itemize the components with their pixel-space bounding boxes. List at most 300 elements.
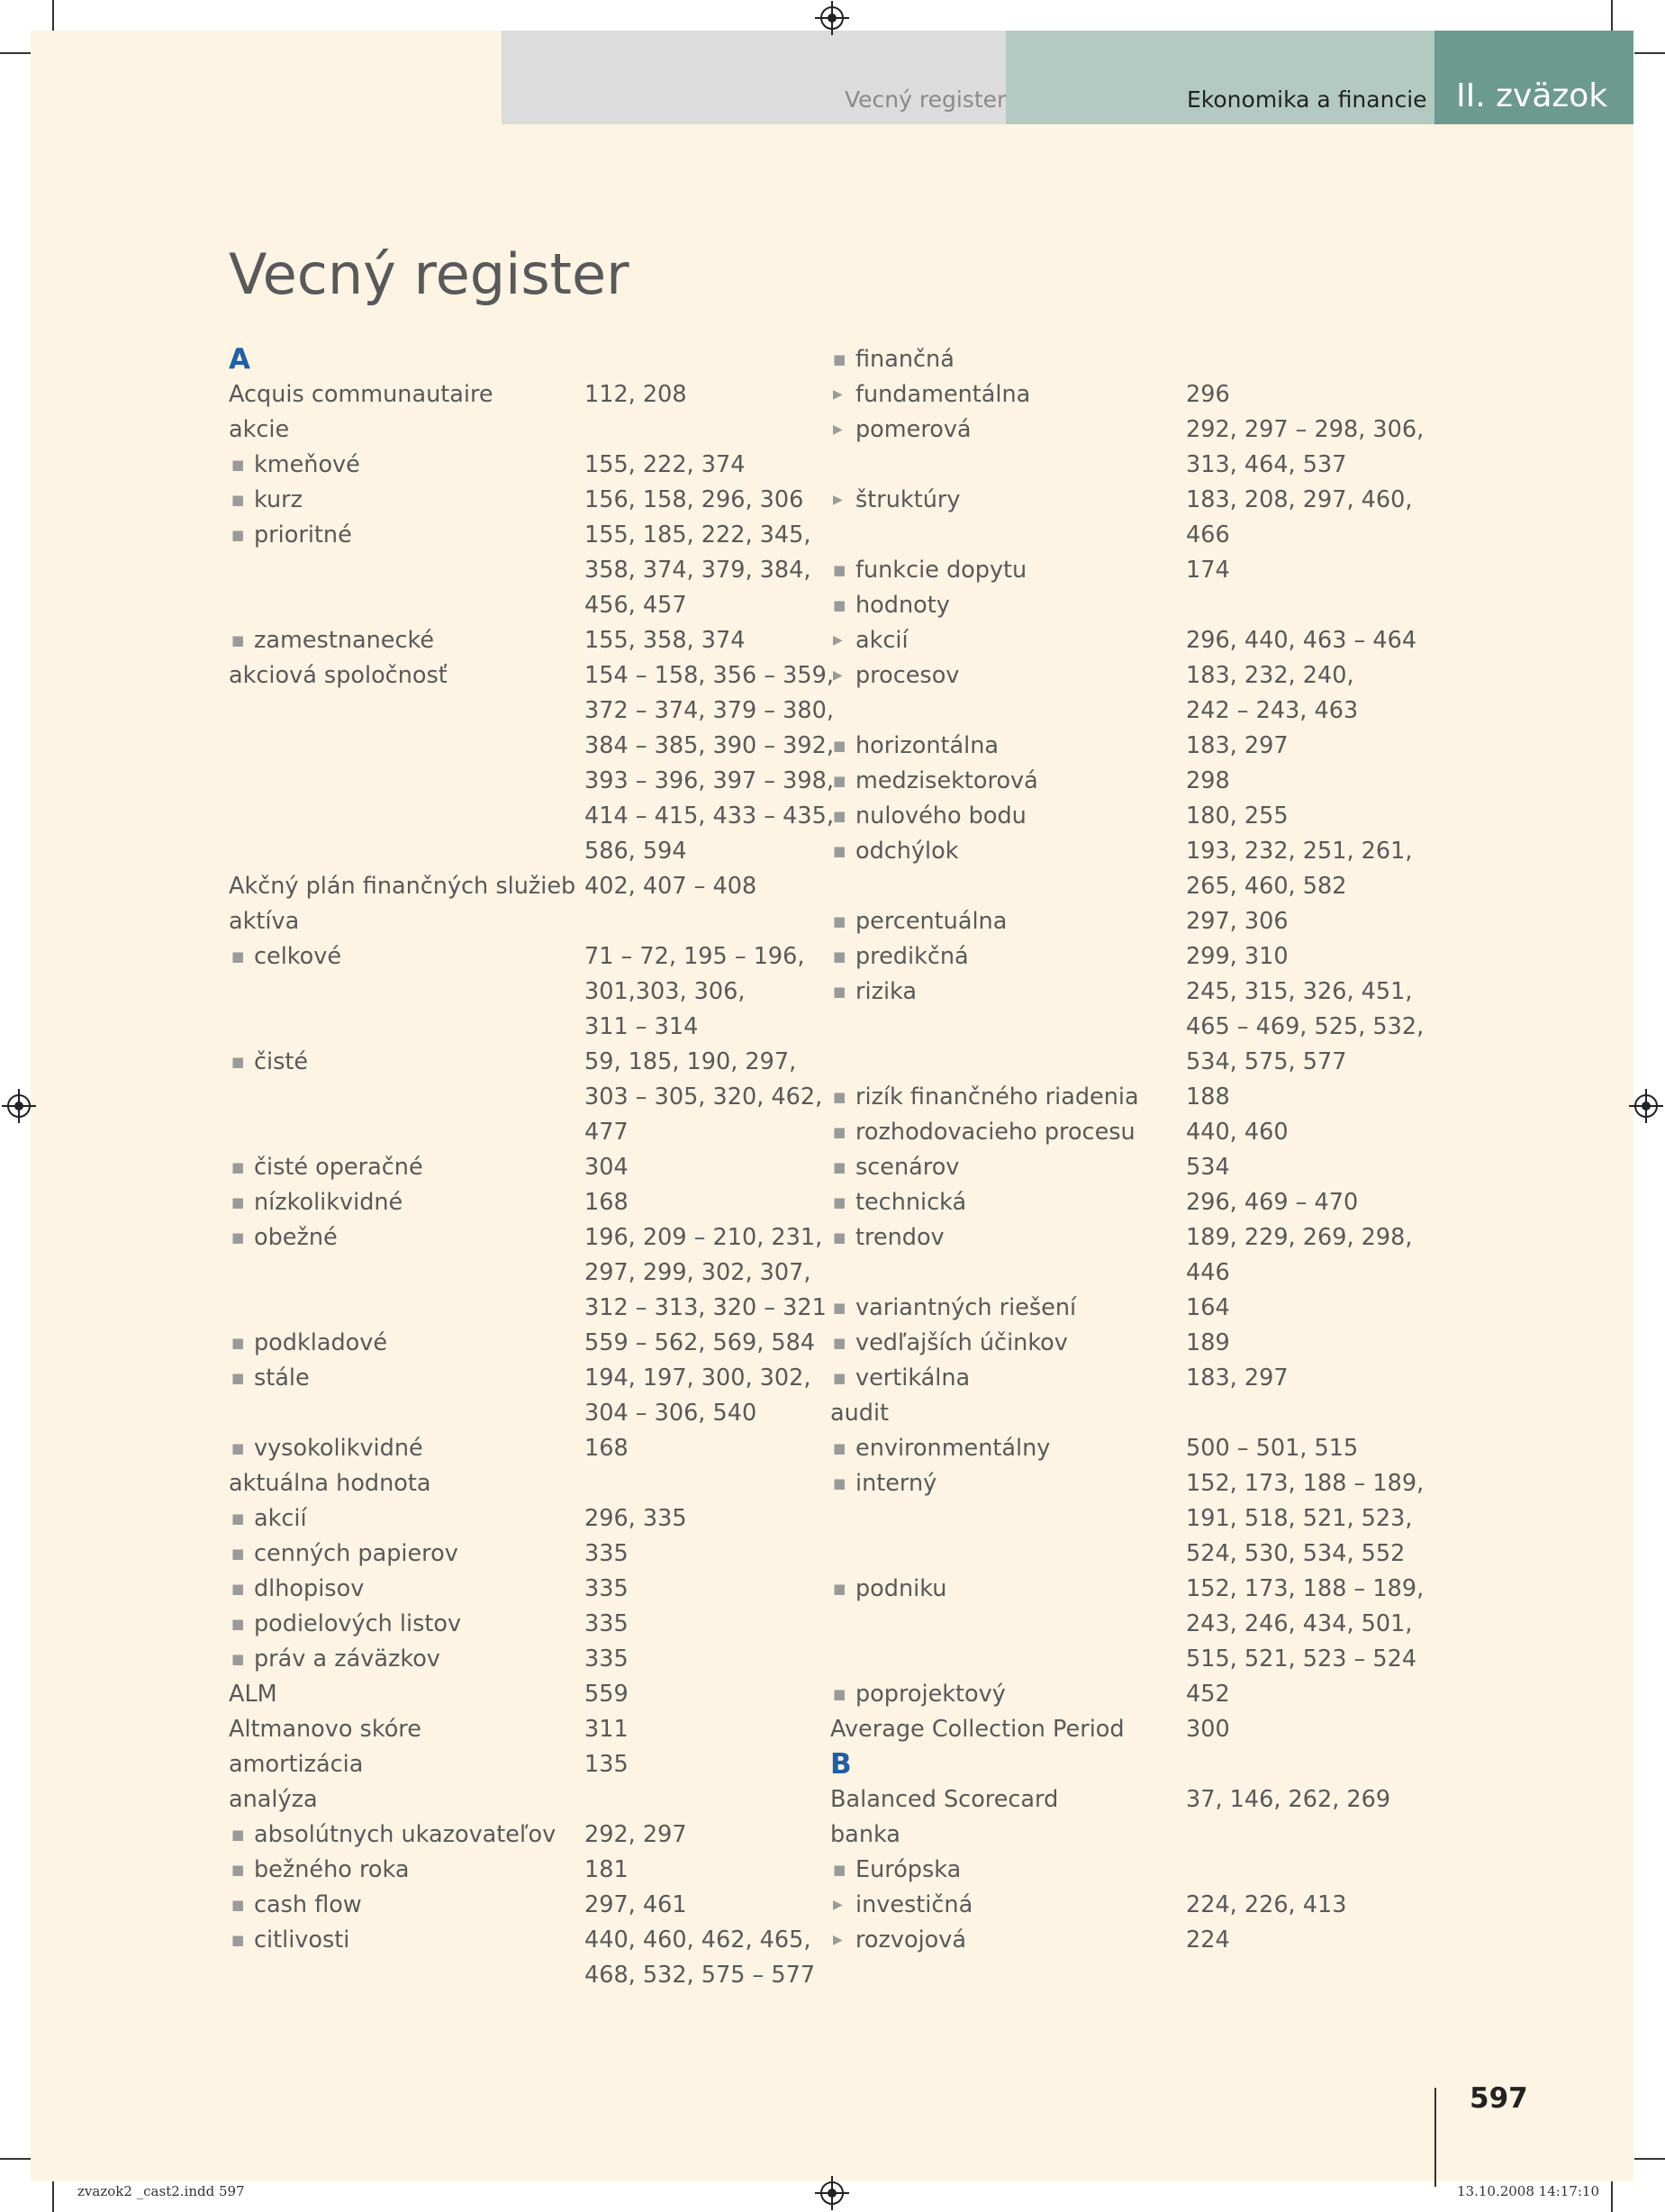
page-ref-line: 524, 530, 534, 552: [1186, 1540, 1406, 1567]
square-bullet-icon: ■: [231, 1159, 245, 1175]
page-ref-line: 37, 146, 262, 269: [1186, 1786, 1391, 1813]
index-term: [229, 1853, 584, 1888]
page-ref-line: 155, 185, 222, 345,: [584, 521, 811, 548]
square-bullet-icon: ■: [231, 1054, 245, 1070]
page-ref-line: 71 – 72, 195 – 196,: [584, 943, 805, 970]
page-ref-line: 196, 209 – 210, 231,: [584, 1224, 823, 1251]
index-term: [830, 658, 1186, 729]
index-term: [830, 1782, 1186, 1818]
index-page-refs: [1186, 1712, 1230, 1747]
index-page-refs: [584, 869, 756, 904]
index-term-text: nulového bodu: [855, 802, 1027, 830]
page-ref-line: 152, 173, 188 – 189,: [1186, 1470, 1425, 1497]
page-ref-line: 155, 222, 374: [584, 451, 746, 478]
index-term-text: pomerová: [855, 416, 972, 443]
index-term: [229, 1712, 584, 1747]
index-entry: [830, 764, 1425, 799]
page-ref-line: 393 – 396, 397 – 398,: [584, 767, 834, 794]
index-page-refs: [584, 1818, 687, 1853]
page-ref-line: 301,303, 306,: [584, 978, 746, 1005]
index-letter-heading: A: [229, 343, 250, 376]
index-term-text: banka: [830, 1821, 900, 1848]
index-term: [830, 1115, 1186, 1150]
index-column-left: [229, 342, 834, 1993]
page-ref-line: 335: [584, 1540, 629, 1567]
page-ref-line: 135: [584, 1751, 629, 1778]
page-ref-line: 304 – 306, 540: [584, 1400, 757, 1427]
page-ref-line: 193, 232, 251, 261,: [1186, 838, 1413, 865]
index-entry: [830, 904, 1425, 939]
index-term: [229, 412, 584, 448]
page-ref-line: 452: [1186, 1681, 1230, 1708]
index-term-text: rozhodovacieho procesu: [855, 1119, 1136, 1146]
index-entry: [229, 1677, 823, 1712]
index-term-text: amortizácia: [229, 1751, 364, 1778]
index-term: [229, 1888, 584, 1923]
index-entry: [830, 1396, 1425, 1431]
index-page-refs: [584, 518, 810, 623]
index-term-text: obežné: [254, 1224, 338, 1251]
header-book-label: Ekonomika a financie: [1187, 86, 1427, 113]
index-term: [830, 1150, 1186, 1185]
page-ref-line: 358, 374, 379, 384,: [584, 557, 811, 584]
index-entry: [229, 483, 823, 518]
triangle-bullet-icon: ▶: [833, 668, 843, 683]
index-term: [229, 869, 584, 904]
index-page-refs: [584, 1677, 629, 1712]
index-page-refs: [584, 1888, 687, 1923]
registration-mark-icon: [820, 2181, 844, 2205]
square-bullet-icon: ■: [231, 457, 245, 473]
square-bullet-icon: ■: [231, 1440, 245, 1456]
page-ref-line: 311: [584, 1716, 629, 1743]
crop-mark: [52, 0, 54, 31]
page-ref-line: 243, 246, 434, 501,: [1186, 1610, 1413, 1637]
index-term: [830, 1853, 1186, 1888]
square-bullet-icon: ■: [833, 1686, 846, 1702]
index-page-refs: [584, 1220, 827, 1326]
index-term-text: citlivosti: [254, 1926, 350, 1954]
index-page-refs: [1186, 1291, 1230, 1326]
index-entry: [229, 1431, 823, 1466]
index-entry: [229, 1185, 823, 1220]
index-entry: [830, 1818, 1425, 1853]
index-term: [229, 1923, 584, 1993]
registration-mark-icon: [7, 1094, 31, 1118]
index-term: [830, 588, 1186, 623]
index-page-refs: [584, 1431, 629, 1466]
index-term-text: Akčný plán finančných služieb: [229, 873, 576, 900]
index-term-text: procesov: [855, 662, 960, 689]
page-ref-line: 174: [1186, 557, 1230, 584]
index-page-refs: [1186, 1185, 1358, 1220]
index-entry: [229, 1853, 823, 1888]
index-page-refs: [1186, 1150, 1230, 1185]
index-page-refs: [1186, 553, 1230, 588]
index-term-text: finančná: [855, 346, 955, 373]
registration-mark-icon: [1634, 1094, 1658, 1118]
index-entry: [830, 1712, 1425, 1747]
index-term-text: variantných riešení: [855, 1294, 1077, 1321]
index-term: [229, 483, 584, 518]
index-term: [830, 1361, 1186, 1396]
page-ref-line: 515, 521, 523 – 524: [1186, 1645, 1417, 1673]
index-term: [229, 518, 584, 623]
slug-file: zvazok2 _cast2.indd 597: [77, 2183, 245, 2199]
index-term: [830, 904, 1186, 939]
index-entry: [830, 483, 1425, 553]
page-ref-line: 265, 460, 582: [1186, 873, 1347, 900]
page-ref-line: 440, 460, 462, 465,: [584, 1926, 811, 1954]
index-term-text: akcie: [229, 416, 290, 443]
slug-datetime: 13.10.2008 14:17:10: [1457, 2183, 1600, 2199]
page-ref-line: 335: [584, 1610, 629, 1637]
page-ref-line: 372 – 374, 379 – 380,: [584, 697, 834, 724]
square-bullet-icon: ■: [231, 1335, 245, 1351]
square-bullet-icon: ■: [231, 1616, 245, 1632]
index-term-text: Európska: [855, 1856, 962, 1883]
index-page-refs: [1186, 483, 1412, 553]
index-term-text: vedľajších účinkov: [855, 1329, 1068, 1356]
index-entry: [229, 448, 823, 483]
index-term-text: zamestnanecké: [254, 627, 435, 654]
index-entry: [830, 834, 1425, 904]
index-term: [229, 1782, 584, 1818]
index-entry: [830, 1185, 1425, 1220]
index-term: [229, 1677, 584, 1712]
index-entry: [229, 1642, 823, 1677]
index-term-text: dlhopisov: [254, 1575, 365, 1602]
crop-mark: [1611, 2181, 1613, 2212]
index-entry: [229, 1747, 823, 1782]
index-page-refs: [584, 939, 804, 1045]
index-term-text: cenných papierov: [254, 1540, 458, 1567]
triangle-bullet-icon: ▶: [833, 387, 843, 402]
page-ref-line: 296, 469 – 470: [1186, 1189, 1359, 1216]
index-entry: [229, 658, 834, 869]
page-ref-line: 296, 440, 463 – 464: [1186, 627, 1417, 654]
index-term: [830, 623, 1186, 658]
index-term: [830, 764, 1186, 799]
index-term-text: podniku: [855, 1575, 947, 1602]
index-term-text: interný: [855, 1470, 937, 1497]
index-page-refs: [1186, 764, 1230, 799]
index-term-text: audit: [830, 1400, 890, 1427]
index-term: [830, 1572, 1186, 1677]
square-bullet-icon: ■: [833, 1300, 846, 1316]
square-bullet-icon: ■: [833, 773, 846, 789]
square-bullet-icon: ■: [231, 1546, 245, 1562]
index-page-refs: [1186, 1220, 1412, 1291]
index-term-text: vertikálna: [855, 1364, 971, 1392]
index-term-text: Average Collection Period: [830, 1716, 1125, 1743]
index-page-refs: [584, 1712, 629, 1747]
index-entry: [229, 1607, 823, 1642]
page-ref-line: 477: [584, 1119, 629, 1146]
page-ref-line: 292, 297: [584, 1821, 687, 1848]
index-term-text: rizika: [855, 978, 917, 1005]
index-term: [229, 939, 584, 1045]
square-bullet-icon: ■: [833, 1440, 846, 1456]
index-page-refs: [1186, 1431, 1358, 1466]
page-ref-line: 335: [584, 1575, 629, 1602]
index-term-text: Altmanovo skóre: [229, 1716, 421, 1743]
page-ref-line: 297, 461: [584, 1891, 687, 1918]
index-entry: [830, 729, 1425, 764]
page-ref-line: 191, 518, 521, 523,: [1186, 1505, 1413, 1532]
square-bullet-icon: ■: [231, 1581, 245, 1597]
index-entry: [830, 377, 1425, 412]
square-bullet-icon: ■: [231, 1194, 245, 1210]
page-ref-line: 156, 158, 296, 306: [584, 486, 804, 513]
index-term-text: environmentálny: [855, 1435, 1051, 1462]
square-bullet-icon: ■: [231, 527, 245, 543]
index-page-refs: [584, 1501, 687, 1537]
square-bullet-icon: ■: [833, 808, 846, 824]
index-page-refs: [584, 1185, 629, 1220]
square-bullet-icon: ■: [231, 1229, 245, 1246]
index-term: [229, 1818, 584, 1853]
index-term: [830, 553, 1186, 588]
index-page-refs: [1186, 1888, 1346, 1923]
index-term-text: poprojektový: [855, 1681, 1006, 1708]
page-ref-line: 292, 297 – 298, 306,: [1186, 416, 1425, 443]
crop-mark: [0, 2158, 31, 2160]
page-ref-line: 312 – 313, 320 – 321: [584, 1294, 827, 1321]
square-bullet-icon: ■: [833, 984, 846, 1000]
index-entry: [229, 377, 823, 412]
index-term-text: vysokolikvidné: [254, 1435, 423, 1462]
index-page-refs: [1186, 412, 1424, 483]
index-term: [229, 448, 584, 483]
index-page-refs: [584, 1045, 822, 1150]
index-entry: [229, 1712, 823, 1747]
index-term-text: investičná: [855, 1891, 973, 1918]
index-term-text: odchýlok: [855, 838, 959, 865]
index-entry: [830, 1361, 1425, 1396]
index-page-refs: [1186, 729, 1289, 764]
square-bullet-icon: ■: [833, 562, 846, 578]
index-entry: [229, 1923, 823, 1993]
page-ref-line: 303 – 305, 320, 462,: [584, 1083, 823, 1111]
index-entry: [229, 939, 823, 1045]
index-entry: [830, 1291, 1425, 1326]
index-entry: [830, 939, 1425, 975]
index-entry: [830, 553, 1425, 588]
index-term-text: predikčná: [855, 943, 969, 970]
square-bullet-icon: ■: [231, 1827, 245, 1843]
index-term: [229, 1642, 584, 1677]
page-ref-line: 112, 208: [584, 381, 687, 408]
page-ref-line: 300: [1186, 1716, 1230, 1743]
index-term-text: horizontálna: [855, 732, 999, 759]
index-entry: [229, 1782, 823, 1818]
index-page-refs: [1186, 799, 1289, 834]
index-term-text: technická: [855, 1189, 967, 1216]
index-entry: [830, 975, 1425, 1080]
index-entry: [229, 1326, 823, 1361]
index-term-text: funkcie dopytu: [855, 557, 1027, 584]
page-ref-line: 224, 226, 413: [1186, 1891, 1347, 1918]
page-ref-line: 168: [584, 1189, 629, 1216]
index-term-text: prioritné: [254, 521, 352, 548]
index-entry: [830, 342, 1425, 377]
page-ref-line: 534: [1186, 1154, 1230, 1181]
index-term-text: kmeňové: [254, 451, 360, 478]
index-term: [830, 1185, 1186, 1220]
index-term: [229, 1045, 584, 1150]
square-bullet-icon: ■: [833, 597, 846, 613]
index-page-refs: [584, 483, 803, 518]
square-bullet-icon: ■: [833, 1124, 846, 1140]
index-term-text: podielových listov: [254, 1610, 462, 1637]
index-term-text: podkladové: [254, 1329, 388, 1356]
page-ref-line: 311 – 314: [584, 1013, 699, 1040]
index-entry: [830, 1220, 1425, 1291]
page-ref-line: 189: [1186, 1329, 1230, 1356]
index-term: [229, 1501, 584, 1537]
page-ref-line: 242 – 243, 463: [1186, 697, 1359, 724]
index-page-refs: [1186, 1677, 1230, 1712]
square-bullet-icon: ■: [833, 948, 846, 965]
index-term: [830, 377, 1186, 412]
index-letter-heading: B: [830, 1748, 852, 1781]
page-ref-line: 183, 208, 297, 460,: [1186, 486, 1413, 513]
index-term: [830, 1888, 1186, 1923]
page-number-rule: [1434, 2088, 1436, 2187]
page-ref-line: 534, 575, 577: [1186, 1048, 1347, 1075]
index-term: [830, 1677, 1186, 1712]
index-term: [229, 904, 584, 939]
index-term-text: celkové: [254, 943, 342, 970]
index-page-refs: [584, 377, 687, 412]
page-ref-line: 188: [1186, 1083, 1230, 1111]
index-page-refs: [1186, 1923, 1230, 1958]
triangle-bullet-icon: ▶: [833, 422, 843, 437]
page-ref-line: 168: [584, 1435, 629, 1462]
index-entry: [229, 904, 823, 939]
index-page-refs: [584, 623, 745, 658]
index-page-refs: [1186, 658, 1358, 729]
page-ref-line: 181: [584, 1856, 629, 1883]
index-term: [229, 1361, 584, 1431]
square-bullet-icon: ■: [231, 1370, 245, 1386]
index-term: [830, 1923, 1186, 1958]
index-term: [229, 1220, 584, 1326]
index-entry: [830, 1782, 1425, 1818]
square-bullet-icon: ■: [833, 1194, 846, 1210]
index-entry: [830, 588, 1425, 623]
square-bullet-icon: ■: [231, 1862, 245, 1878]
index-entry: [229, 1572, 823, 1607]
square-bullet-icon: ■: [833, 1862, 846, 1878]
index-page-refs: [1186, 1782, 1390, 1818]
page-ref-line: 440, 460: [1186, 1119, 1289, 1146]
index-term-text: ALM: [229, 1681, 277, 1708]
index-term: [830, 1712, 1186, 1747]
index-term: [229, 1431, 584, 1466]
index-term: [830, 1220, 1186, 1291]
page-ref-line: 194, 197, 300, 302,: [584, 1364, 811, 1392]
index-page-refs: [1186, 1326, 1230, 1361]
page-ref-line: 164: [1186, 1294, 1230, 1321]
index-term-text: aktíva: [229, 908, 300, 935]
page-ref-line: 183, 297: [1186, 1364, 1289, 1392]
square-bullet-icon: ■: [231, 1510, 245, 1527]
crop-mark: [1634, 2158, 1665, 2160]
index-term-text: nízkolikvidné: [254, 1189, 403, 1216]
index-term: [229, 1326, 584, 1361]
index-entry: [229, 1537, 823, 1572]
page-ref-line: 559 – 562, 569, 584: [584, 1329, 816, 1356]
index-term-text: fundamentálna: [855, 381, 1031, 408]
index-term: [229, 377, 584, 412]
page-ref-line: 304: [584, 1154, 629, 1181]
index-page-refs: [584, 658, 834, 869]
index-term: [229, 623, 584, 658]
index-entry: [830, 412, 1425, 483]
index-entry: [830, 1853, 1425, 1888]
page-ref-line: 465 – 469, 525, 532,: [1186, 1013, 1425, 1040]
page-ref-line: 297, 306: [1186, 908, 1289, 935]
index-entry: [229, 1888, 823, 1923]
index-page-refs: [1186, 623, 1416, 658]
index-page-refs: [584, 1326, 815, 1361]
square-bullet-icon: ■: [833, 1229, 846, 1246]
page-ref-line: 446: [1186, 1259, 1230, 1286]
index-page-refs: [1186, 834, 1412, 904]
index-term-text: akciová spoločnosť: [229, 662, 448, 689]
index-term: [229, 1572, 584, 1607]
index-page-refs: [584, 1361, 810, 1431]
index-entry: [830, 1677, 1425, 1712]
index-term: [830, 1396, 1186, 1431]
index-entry: [229, 1818, 823, 1853]
page-ref-line: 296: [1186, 381, 1230, 408]
page-ref-line: 59, 185, 190, 297,: [584, 1048, 797, 1075]
index-entry: [830, 1431, 1425, 1466]
page-ref-line: 183, 297: [1186, 732, 1289, 759]
index-entry: [229, 412, 823, 448]
index-term-text: kurz: [254, 486, 303, 513]
index-page-refs: [1186, 1361, 1289, 1396]
index-term: [830, 729, 1186, 764]
page-ref-line: 180, 255: [1186, 802, 1289, 830]
page-ref-line: 335: [584, 1645, 629, 1673]
index-page-refs: [1186, 1572, 1424, 1677]
square-bullet-icon: ■: [833, 913, 846, 929]
crop-mark: [52, 2181, 54, 2212]
page-ref-line: 299, 310: [1186, 943, 1289, 970]
registration-mark-icon: [820, 6, 844, 30]
page-ref-line: 559: [584, 1681, 629, 1708]
page-ref-line: 224: [1186, 1926, 1230, 1954]
page-ref-line: 468, 532, 575 – 577: [584, 1962, 816, 1989]
index-term-text: absolútnych ukazovateľov: [254, 1821, 557, 1848]
index-term: [229, 1537, 584, 1572]
index-entry: [830, 1326, 1425, 1361]
header-volume-label: II. zväzok: [1456, 77, 1608, 114]
index-term: [229, 1185, 584, 1220]
index-term: [830, 1431, 1186, 1466]
index-term: [830, 1080, 1186, 1115]
index-term: [229, 1150, 584, 1185]
page-ref-line: 189, 229, 269, 298,: [1186, 1224, 1413, 1251]
index-entry: [229, 623, 823, 658]
index-term-text: práv a záväzkov: [254, 1645, 440, 1673]
index-page-refs: [1186, 975, 1424, 1080]
index-entry: [229, 1220, 827, 1326]
